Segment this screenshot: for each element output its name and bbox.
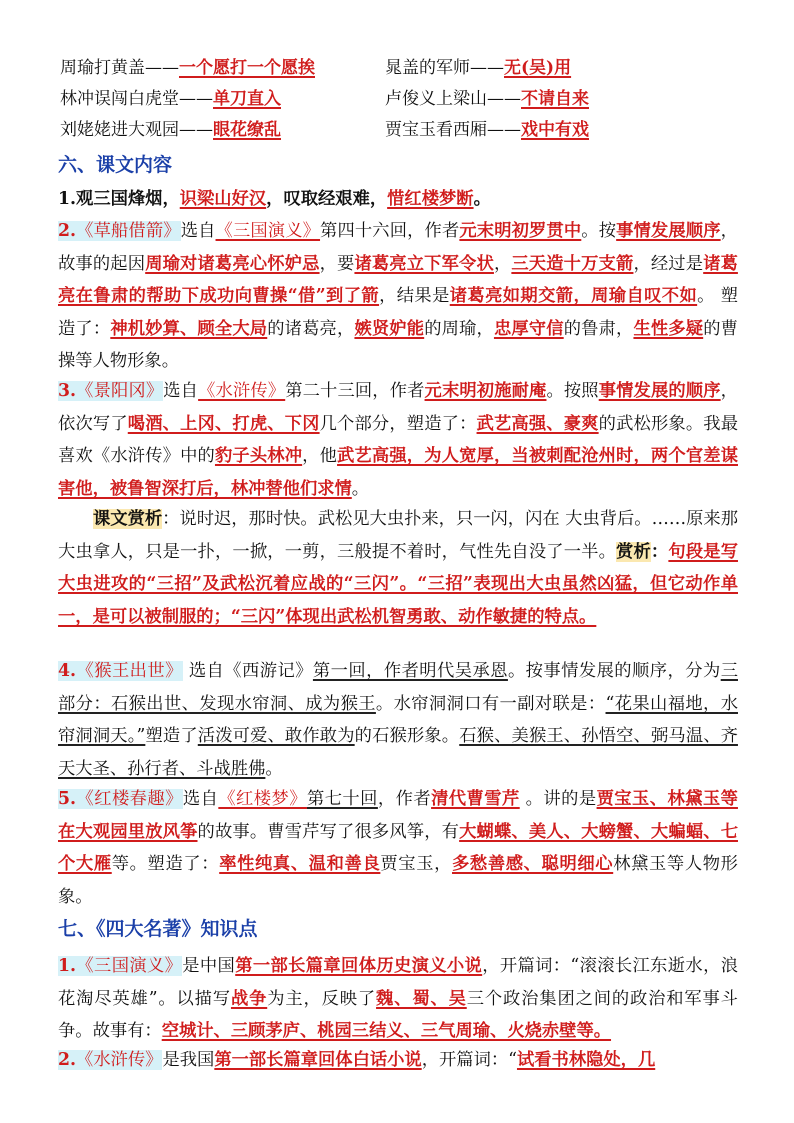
item-number: 2. [58, 221, 77, 241]
answer: 空城计、三顾茅庐、桃园三结义、三气周瑜、火烧赤壁等。 [161, 1021, 612, 1041]
analysis-label: 赏析 [616, 541, 651, 562]
text: 。按事情发展的顺序，分为 [507, 661, 721, 681]
text: 是我国 [162, 1050, 215, 1070]
answer: 战争 [230, 988, 268, 1009]
xiehouyu-answer: 戏中有戏 [521, 120, 589, 140]
text-title: 《草船借箭》 [76, 221, 181, 241]
xiehouyu-question: 刘姥姥进大观园—— [60, 120, 213, 140]
answer: 识梁山好汉 [179, 189, 267, 209]
answer: 率性纯真、温和善良 [219, 854, 381, 874]
answer: 嫉贤妒能 [354, 318, 425, 339]
xiehouyu-cell [385, 115, 760, 140]
xiehouyu-table [60, 50, 760, 143]
text: 的故事。曹雪芹写了很多风筝，有 [197, 821, 460, 842]
answer: 惜红楼梦断 [387, 189, 474, 209]
item-heading [58, 789, 183, 809]
text: ，他 [302, 446, 338, 466]
item-heading [58, 1050, 162, 1070]
xiehouyu-answer: 无(吴)用 [504, 58, 572, 78]
text: 。 [351, 478, 370, 499]
text: ，开篇词：“滚滚长江东逝水，浪花淘尽英雄”。以描写 [58, 956, 738, 1009]
text-title: 《猴王出世》 [76, 661, 183, 681]
text: 的曹操等人物形象。 [58, 318, 738, 371]
xiehouyu-row [60, 50, 760, 81]
paragraph-jingyanggang [58, 375, 738, 505]
xiehouyu-cell [60, 84, 385, 109]
answer: 贾宝玉、林黛玉等在大观园里放风筝 [58, 789, 738, 842]
answer: 清代曹雪芹 [431, 789, 520, 809]
item-heading [58, 956, 182, 976]
text: 。 [265, 758, 283, 779]
answer: 多愁善感、聪明细心 [452, 854, 614, 874]
text: 三个政治集团之间的政治和军事斗争。故事有： [58, 988, 738, 1041]
answer: 周瑜对诸葛亮心怀妒忌 [145, 253, 320, 274]
text: 第二十三回，作者 [285, 381, 425, 401]
text: 为主，反映了 [267, 988, 377, 1009]
xiehouyu-answer: 一个愿打一个愿挨 [179, 58, 315, 78]
answer: 武艺高强、豪爽 [476, 413, 599, 434]
item-number: 5. [58, 789, 77, 809]
answer: 元末明初施耐庵 [424, 381, 547, 401]
item-heading [58, 221, 181, 241]
text: ，依次写了 [58, 381, 738, 434]
xiehouyu-question: 晁盖的军师—— [385, 58, 504, 78]
text: 等。塑造了： [111, 854, 220, 874]
text: 。讲的是 [519, 789, 597, 809]
text: 塑造了 [145, 726, 198, 746]
text: 选自《西游记》 [182, 661, 313, 681]
xiehouyu-question: 卢俊义上梁山—— [385, 89, 521, 109]
answer: 诸葛亮如期交箭，周瑜自叹不如 [449, 286, 698, 306]
text: 的鲁肃， [563, 318, 634, 339]
xiehouyu-row [60, 112, 760, 143]
text: 。按 [581, 221, 617, 241]
item-heading [58, 661, 183, 681]
text: 的诸葛亮， [267, 318, 355, 339]
text: ，结果是 [379, 286, 450, 306]
xiehouyu-answer: 单刀直入 [213, 89, 281, 109]
paragraph-sanguoyanyi [58, 950, 738, 1048]
answer: 事情发展的顺序 [598, 381, 721, 401]
xiehouyu-question: 贾宝玉看西厢—— [385, 120, 521, 140]
xiehouyu-question: 周瑜打黄盖—— [60, 58, 179, 78]
text: 林黛玉等人物形象。 [58, 854, 738, 907]
paragraph-houwangchushi [58, 655, 738, 785]
text: 是中国 [182, 956, 236, 976]
text: 选自 [182, 789, 219, 809]
section-title: 六、课文内容 [58, 154, 173, 176]
answer: 第一部长篇章回体历史演义小说 [235, 956, 483, 976]
text: 选自 [180, 221, 216, 241]
section-title: 七、《四大名著》知识点 [58, 918, 258, 940]
text: ：说时迟，那时快。武松见大虫扑来，只一闪，闪在 大虫背后。……原来那大虫拿人，只是一扑，一掀，一剪，三般提不着时，气性先自没了一半。 [58, 509, 738, 562]
answer: 诸葛亮在鲁肃的帮助下成功向曹操“借”到了箭 [58, 253, 738, 306]
answer: 生性多疑 [633, 318, 704, 339]
answer: 诸葛亮立下军令状 [354, 253, 494, 274]
text: 的周瑜， [424, 318, 494, 339]
answer: 豹子头林冲 [214, 446, 303, 466]
text: ，要 [319, 253, 355, 274]
answer: 神机妙算、顾全大局 [110, 318, 268, 339]
text: ，经过是 [633, 253, 704, 274]
answer: 活泼可爱、敢作敢为 [197, 726, 355, 746]
item-heading [58, 381, 163, 401]
answer: 事情发展顺序 [616, 221, 721, 241]
item-number: 3. [58, 381, 77, 401]
book-title: 《红楼梦》 [218, 789, 307, 809]
answer: 魏、蜀、吴 [376, 988, 467, 1009]
xiehouyu-answer: 眼花缭乱 [213, 120, 281, 140]
answer: 大蝴蝶、美人、大螃蟹、大蝙蝠、七个大雁 [58, 821, 738, 874]
answer: 第一部长篇章回体白话小说 [214, 1050, 422, 1070]
text: ，开篇词：“ [421, 1050, 517, 1070]
book-title: 《三国演义》 [215, 221, 321, 241]
text: 第七十回 [306, 789, 378, 809]
answer: 武艺高强，为人宽厚，当被刺配沧州时，两个官差谋害他，被鲁智深打后，林冲替他们求情 [58, 446, 738, 499]
text: ， [493, 253, 512, 274]
text: ，故事的起因 [58, 221, 738, 274]
text: 1.观三国烽烟， [58, 189, 180, 209]
paragraph-appreciation [58, 503, 738, 633]
text: ： [650, 541, 669, 562]
xiehouyu-cell [60, 115, 385, 140]
item-number: 2. [58, 1050, 77, 1070]
text: 的武松形象。我最喜欢《水浒传》中的 [58, 413, 738, 466]
analysis-text: 句段是写大虫进攻的“三招”及武松沉着应战的“三闪”。“三招”表现出大虫虽然凶猛，但它动作单一，是可以被制服的；“三闪”体现出武松机智勇敢、动作敏捷的特点。 [58, 541, 738, 627]
appreciation-label: 课文赏析 [93, 509, 163, 529]
answer: 三部分：石猴出世、发现水帘洞、成为猴王 [58, 661, 738, 714]
text: 。按照 [546, 381, 599, 401]
xiehouyu-cell [60, 53, 385, 78]
answer: 三天造十万支箭 [511, 253, 634, 274]
text: 几个部分，塑造了： [319, 413, 477, 434]
item-number: 1. [58, 956, 77, 976]
text: 。 [473, 189, 491, 209]
answer: “花果山福地，水帘洞洞天。” [58, 693, 738, 746]
text-title: 《水浒传》 [76, 1050, 163, 1070]
item-number: 4. [58, 661, 77, 681]
paragraph-caochuanjiejian [58, 215, 738, 378]
xiehouyu-answer: 不请自来 [521, 89, 589, 109]
book-title: 《水浒传》 [198, 381, 286, 401]
paragraph-intro [58, 183, 738, 216]
text: 选自 [163, 381, 199, 401]
text: ，作者 [377, 789, 432, 809]
text-title: 《红楼春趣》 [76, 789, 183, 809]
text: 贾宝玉， [380, 854, 453, 874]
xiehouyu-question: 林冲误闯白虎堂—— [60, 89, 213, 109]
answer: 喝酒、上冈、打虎、下冈 [127, 413, 320, 434]
answer: 试看书林隐处，几 [516, 1050, 656, 1070]
text: 。 塑造了： [58, 286, 738, 339]
paragraph-shuihuzhuan [58, 1044, 738, 1077]
text: 的石猴形象。 [354, 726, 460, 746]
answer: 忠厚守信 [493, 318, 564, 339]
text: 。水帘洞洞口有一副对联是： [375, 693, 606, 714]
answer: 石猴、美猴王、孙悟空、弼马温、齐天大圣、孙行者、斗战胜佛 [58, 726, 738, 779]
xiehouyu-cell [385, 53, 760, 78]
text: ，叹取经艰难， [266, 189, 388, 209]
text-title: 《景阳冈》 [76, 381, 164, 401]
paragraph-hongloucunqu [58, 783, 738, 913]
xiehouyu-row [60, 81, 760, 112]
answer: 第一回，作者明代吴承恩 [312, 661, 508, 681]
text: 第四十六回，作者 [320, 221, 460, 241]
xiehouyu-cell [385, 84, 760, 109]
answer: 元末明初罗贯中 [459, 221, 582, 241]
text-title: 《三国演义》 [76, 956, 183, 976]
